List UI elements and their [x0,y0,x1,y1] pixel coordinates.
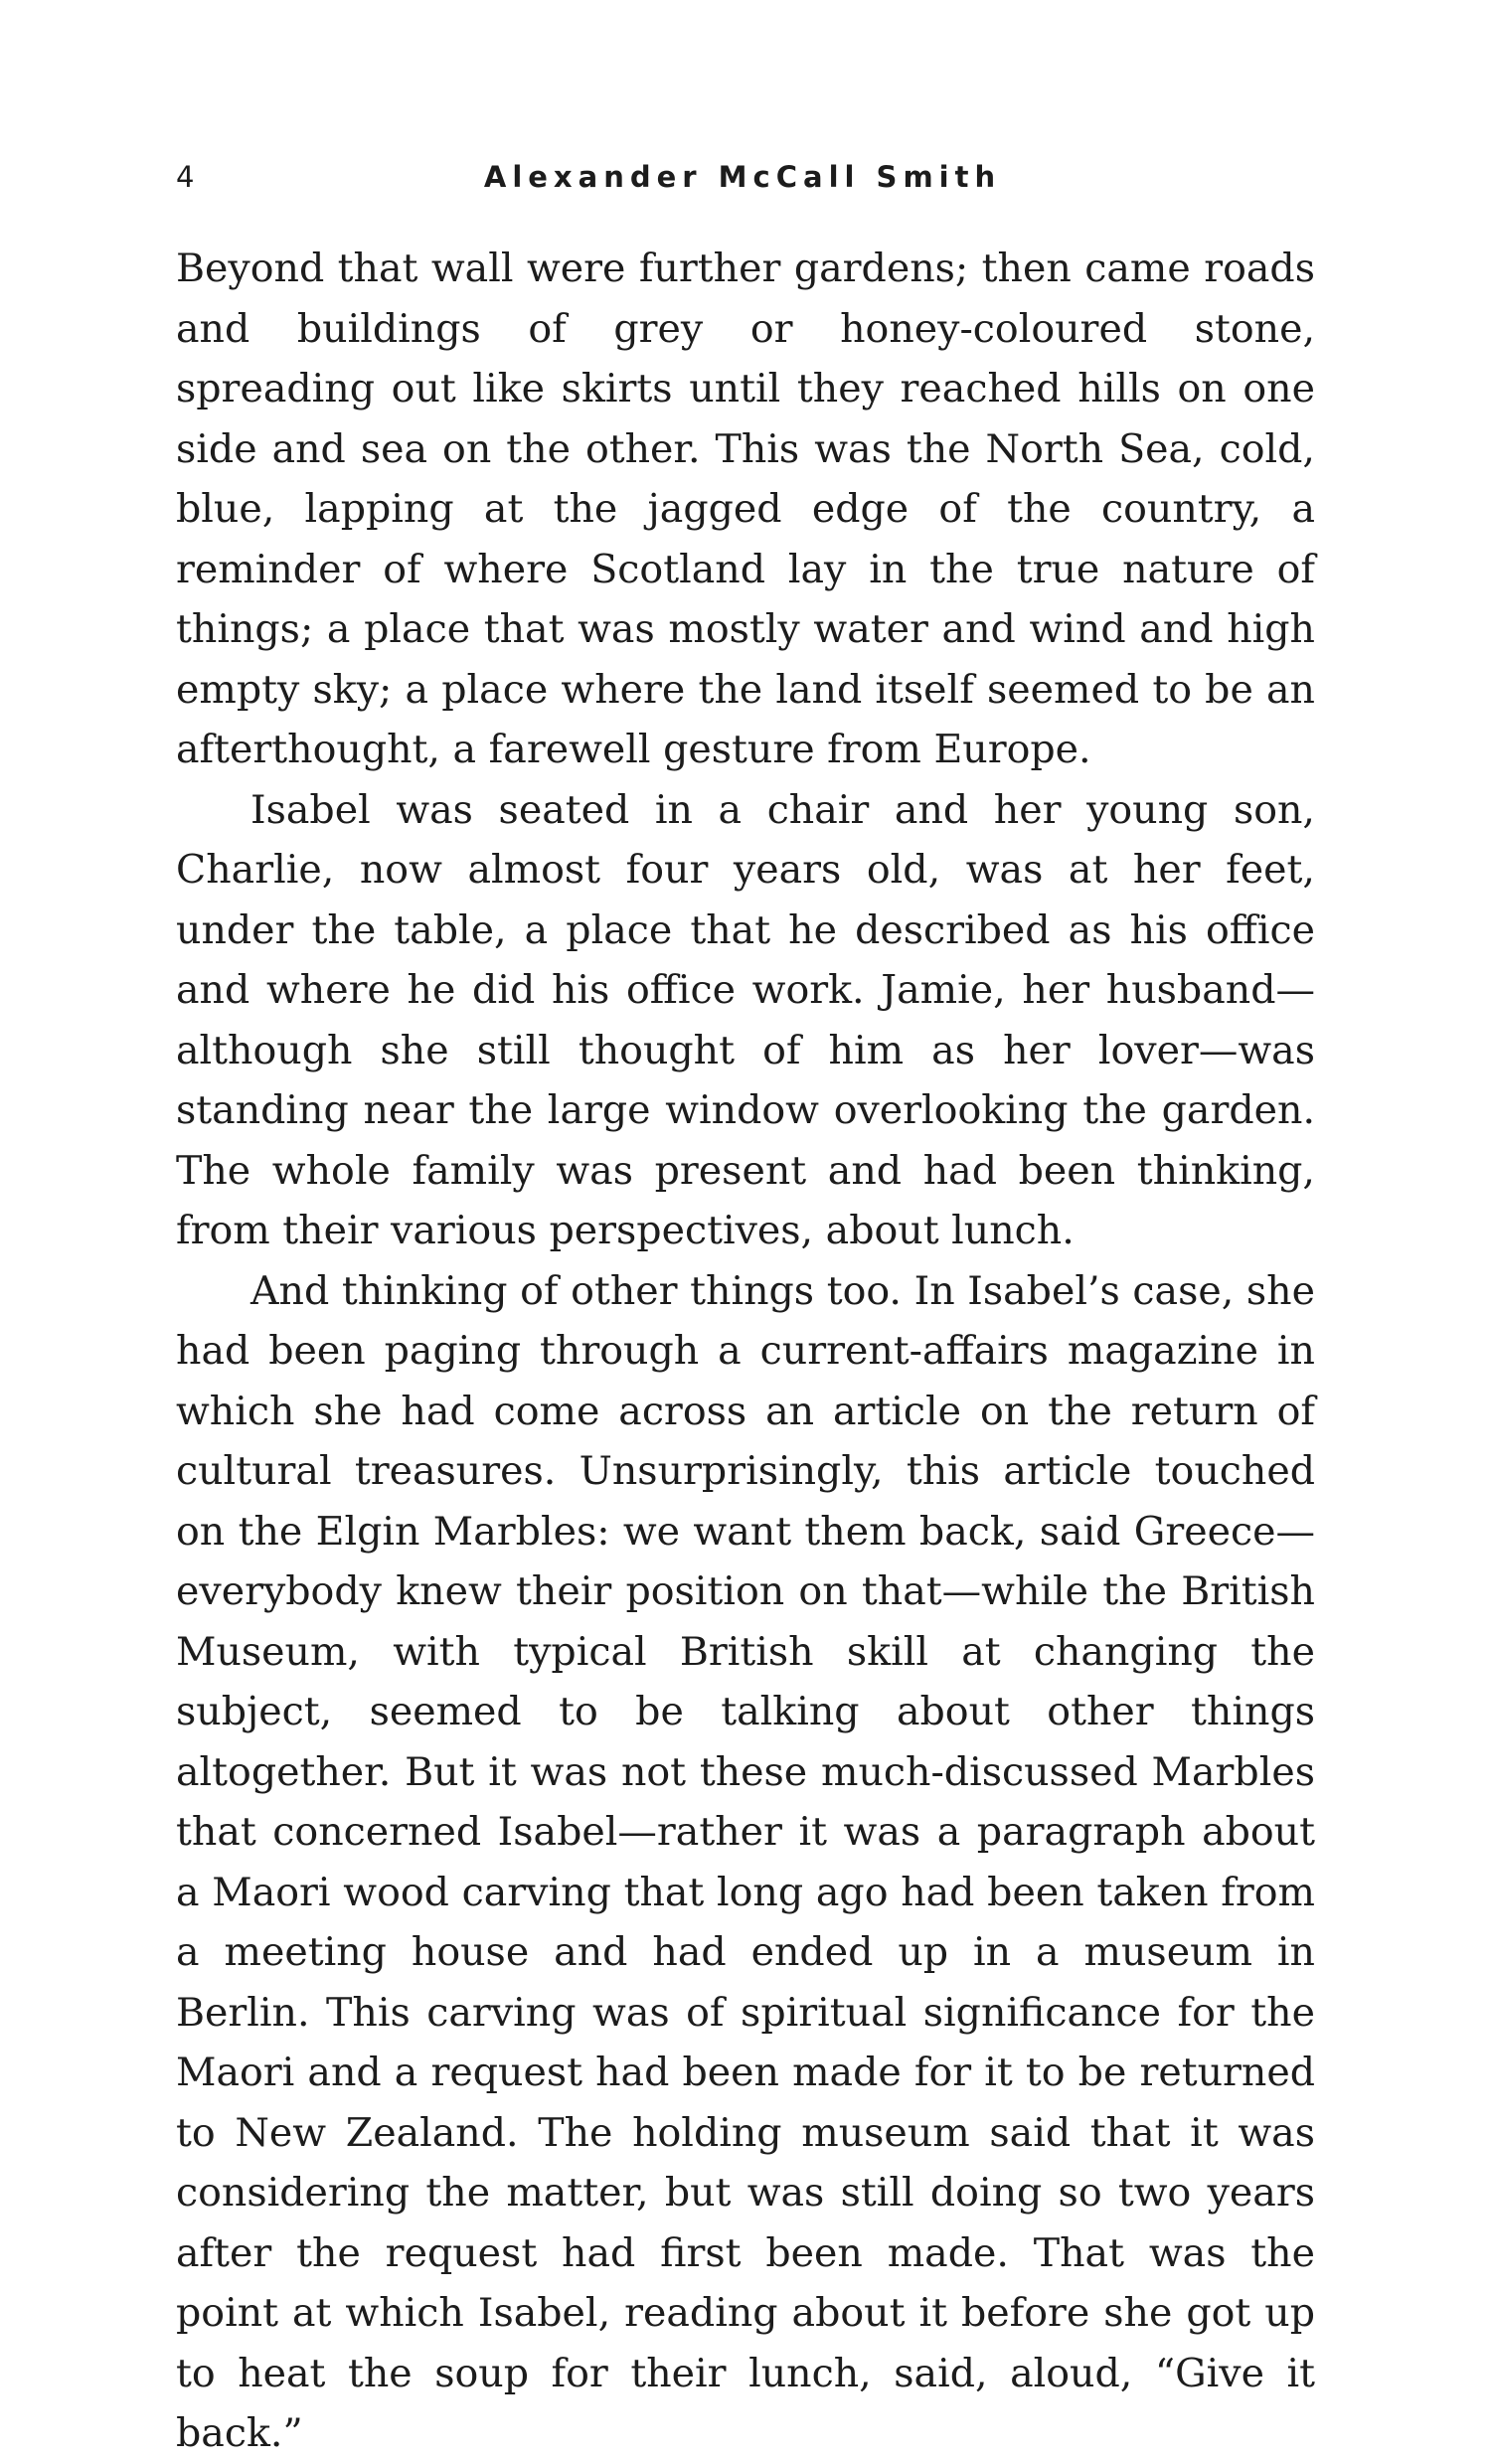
page-number: 4 [176,160,195,194]
page-header [176,159,1315,209]
paragraph-1: Beyond that wall were further gardens; then came roads and buildings of grey or honey-coloured stone, spreading out like skirts until they reached hills on one side and sea on the other. This was the North Sea, cold, blue, lapping at the jagged edge of the country, a reminder of where Scotland lay in the true nature of things; a place that was mostly water and wind and high empty sky; a place where the land itself seemed to be an afterthought, a farewell gesture from Europe. [176,246,1315,772]
paragraph-2: Isabel was seated in a chair and her young son, Charlie, now almost four years old, was at her feet, under the table, a place that he described as his office and where he did his office work. Jamie, her husband—although she still thought of him as her lover—was standing near the large window overlooking the garden. The whole family was present and had been thinking, from their various perspectives, about lunch. [176,786,1315,1253]
body-text [176,239,1315,2464]
paragraph-3: And thinking of other things too. In Isabel’s case, she had been paging through a current-affairs magazine in which she had come across an article on the return of cultural treasures. Unsurprisingly, this article touched on the Elgin Marbles: we want them back, said Greece—everybody knew their position on that—while the British Museum, with typical British skill at changing the subject, seemed to be talking about other things altogether. But it was not these much-discussed Marbles that concerned Isabel—rather it was a paragraph about a Maori wood carving that long ago had been taken from a meeting house and had ended up in a museum in Berlin. This carving was of spiritual significance for the Maori and a request had been made for it to be returned to New Zealand. The holding museum said that it was considering the matter, but was still doing so two years after the request had first been made. That was the point at which Isabel, reading about it before she got up to heat the soup for their lunch, said, aloud, “Give it back.” [176,1267,1315,2456]
running-head-author: Alexander McCall Smith [483,160,1002,194]
